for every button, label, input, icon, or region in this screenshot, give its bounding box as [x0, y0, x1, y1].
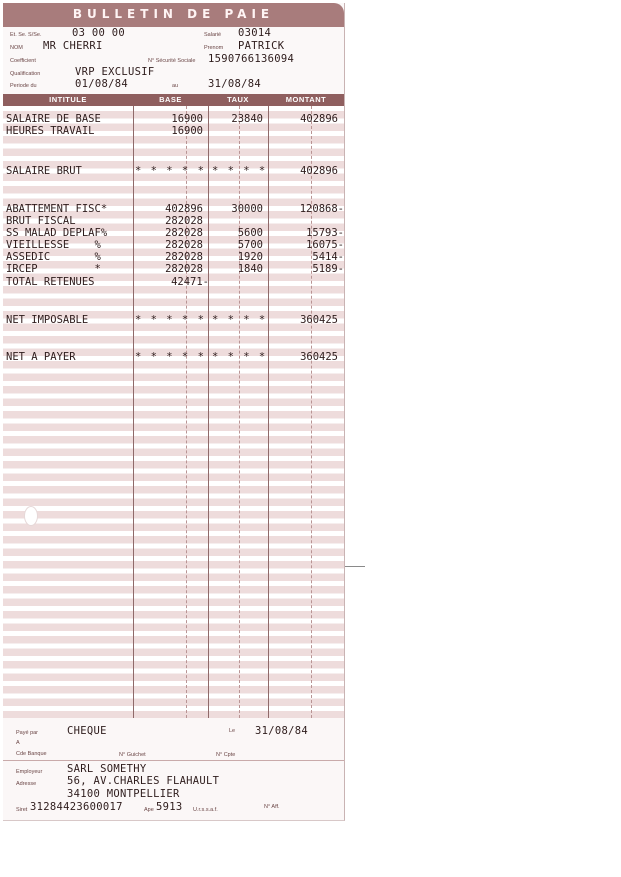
table-body-stripes [3, 106, 344, 718]
row-base: 42471- [171, 276, 209, 288]
row-montant: 402896 [300, 113, 338, 125]
prenom-label: Prenom [204, 45, 224, 51]
aff-label: N° Aff. [264, 804, 280, 810]
row-taux: 5700 [237, 239, 263, 251]
row-base: 282028 [165, 239, 203, 251]
column-intitule: INTITULE [49, 95, 87, 104]
siret-label: Siret [16, 807, 28, 813]
prenom-value: PATRICK [238, 40, 285, 52]
row-base: 16900 [171, 125, 203, 137]
row-label: ABATTEMENT FISC* [6, 203, 108, 215]
row-base: 282028 [165, 227, 203, 239]
row-taux: 1920 [237, 251, 263, 263]
row-base: 402896 [165, 203, 203, 215]
adresse-line1: 56, AV.CHARLES FLAHAULT [67, 775, 220, 787]
row-base: * * * * * [135, 314, 206, 326]
row-taux: * * * * [212, 314, 267, 326]
ape-value: 5913 [156, 801, 183, 813]
row-montant: 360425 [300, 314, 338, 326]
adresse-label: Adresse [16, 781, 37, 787]
row-taux: 5600 [237, 227, 263, 239]
le-label: Le [229, 728, 236, 734]
row-montant: 120868- [299, 203, 344, 215]
le-value: 31/08/84 [255, 725, 308, 737]
footer-divider [3, 760, 344, 761]
row-taux: * * * * [212, 165, 267, 177]
siret-value: 31284423600017 [30, 801, 123, 813]
row-montant: 402896 [300, 165, 338, 177]
column-divider-dashed [186, 106, 187, 718]
row-label: ASSEDIC % [6, 251, 101, 263]
row-label: SS MALAD DEPLAF% [6, 227, 108, 239]
row-label: SALAIRE BRUT [6, 165, 82, 177]
row-label: VIEILLESSE % [6, 239, 101, 251]
row-montant: 5189- [312, 263, 344, 275]
row-taux: 23840 [231, 113, 263, 125]
table-header [3, 94, 344, 106]
employeur-value: SARL SOMETHY [67, 763, 147, 775]
row-montant: 15793- [306, 227, 344, 239]
column-divider-dashed [311, 106, 312, 718]
cde-banque-label: Cde Banque [16, 751, 47, 757]
row-montant: 5414- [312, 251, 344, 263]
row-label: SALAIRE DE BASE [6, 113, 101, 125]
row-label: HEURES TRAVAIL [6, 125, 95, 137]
adresse-line2: 34100 MONTPELLIER [67, 788, 180, 800]
a-label: A [16, 740, 20, 746]
cpte-label: N° Cpte [216, 752, 236, 758]
row-base: 282028 [165, 251, 203, 263]
paye-par-value: CHEQUE [67, 725, 107, 737]
column-base: BASE [159, 95, 182, 104]
row-label: BRUT FISCAL [6, 215, 76, 227]
row-label: TOTAL RETENUES [6, 276, 95, 288]
qualification-label: Qualification [10, 71, 41, 77]
punch-hole [24, 506, 38, 526]
row-taux: 30000 [231, 203, 263, 215]
row-base: 282028 [165, 215, 203, 227]
paye-par-label: Payé par [16, 730, 39, 736]
document-title: BULLETIN DE PAIE [72, 7, 275, 21]
row-label: NET A PAYER [6, 351, 76, 363]
employeur-label: Employeur [16, 769, 43, 775]
row-taux: 1840 [237, 263, 263, 275]
row-taux: * * * * [212, 351, 267, 363]
column-divider [208, 106, 209, 718]
row-base: 16900 [171, 113, 203, 125]
scan-edge-mark [345, 566, 365, 567]
row-base: 282028 [165, 263, 203, 275]
urssaf-label: U.r.s.s.a.f. [193, 807, 218, 813]
coefficient-label: Coefficient [10, 58, 36, 64]
secu-value: 1590766136094 [208, 53, 295, 65]
row-montant: 360425 [300, 351, 338, 363]
periode-du-value: 01/08/84 [75, 78, 128, 90]
nom-value: MR CHERRI [43, 40, 103, 52]
periode-au-value: 31/08/84 [208, 78, 261, 90]
row-label: IRCEP * [6, 263, 101, 275]
secu-label: N° Sécurité Sociale [148, 58, 196, 64]
column-divider-dashed [239, 106, 240, 718]
column-divider [133, 106, 134, 718]
periode-du-label: Periode du [10, 83, 37, 89]
row-base: * * * * * [135, 165, 206, 177]
salarie-label: Salarié [204, 32, 222, 38]
etablissement-label: Et. Se. S/Se. [10, 32, 42, 38]
row-base: * * * * * [135, 351, 206, 363]
ape-label: Ape [144, 807, 154, 813]
payslip-document [3, 3, 345, 821]
nom-label: NOM [10, 45, 23, 51]
guichet-label: N° Guichet [119, 752, 146, 758]
column-divider [268, 106, 269, 718]
salarie-value: 03014 [238, 27, 272, 39]
etablissement-value: 03 00 00 [72, 27, 125, 39]
payment-footer [3, 718, 344, 820]
periode-au-label: au [172, 83, 179, 89]
qualification-value: VRP EXCLUSIF [75, 66, 155, 78]
row-montant: 16075- [306, 239, 344, 251]
column-taux: TAUX [227, 95, 249, 104]
title-banner [3, 3, 344, 27]
row-label: NET IMPOSABLE [6, 314, 89, 326]
column-montant: MONTANT [285, 95, 327, 104]
